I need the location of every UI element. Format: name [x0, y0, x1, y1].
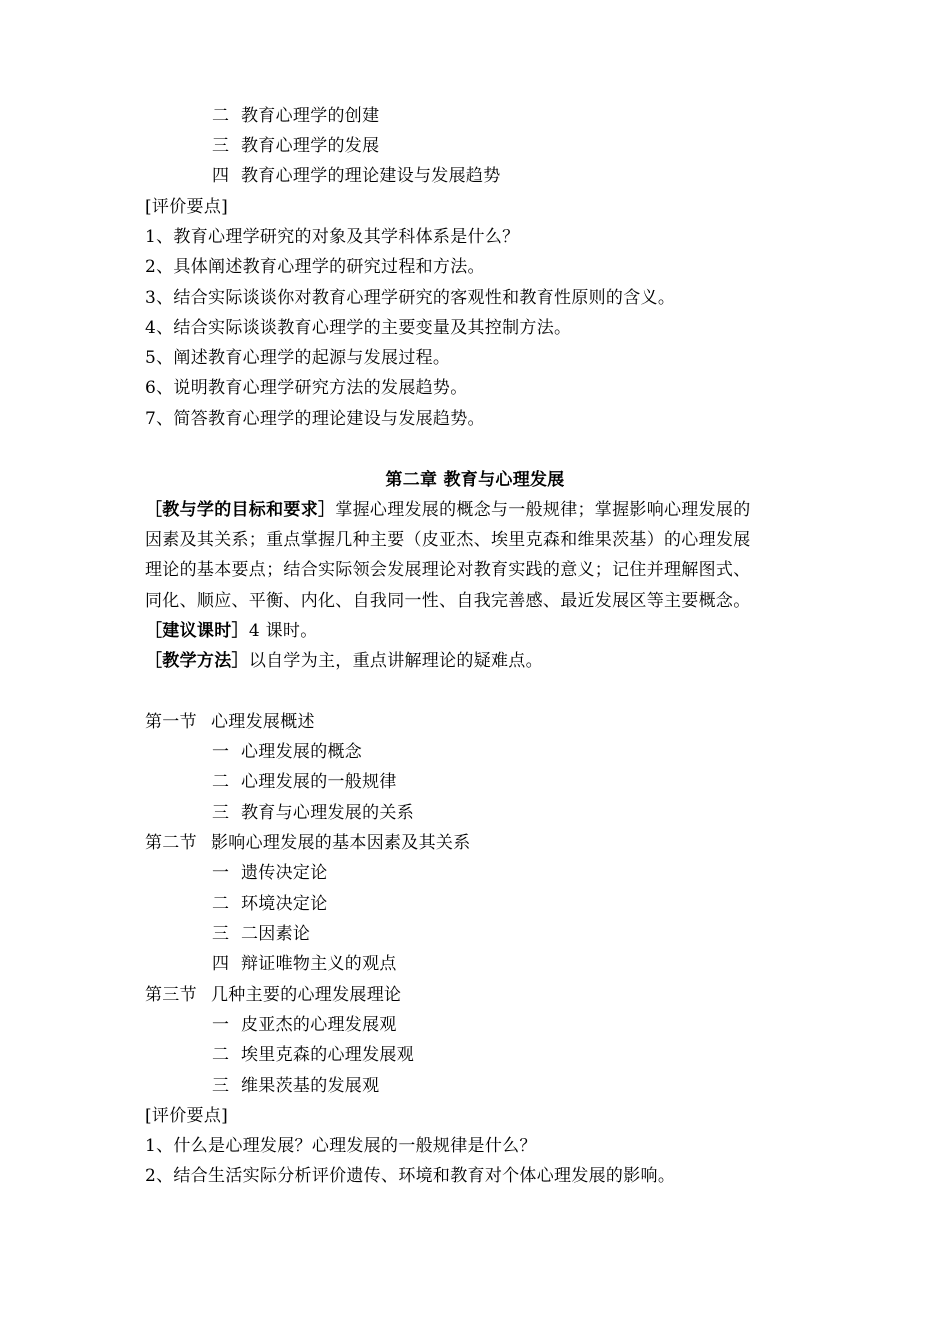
evaluation-item: 2、结合生活实际分析评价遗传、环境和教育对个体心理发展的影响。 — [145, 1166, 676, 1186]
goals-text: 掌握心理发展的概念与一般规律；掌握影响心理发展的 — [335, 500, 751, 520]
item-number: 二 — [212, 772, 230, 792]
item-number: 二 — [212, 106, 230, 126]
evaluation-item: 7、简答教育心理学的理论建设与发展趋势。 — [145, 409, 485, 429]
item-number: 三 — [212, 924, 230, 944]
evaluation-item: 6、说明教育心理学研究方法的发展趋势。 — [145, 378, 468, 398]
outline-item — [212, 767, 892, 797]
goals-line — [145, 495, 825, 525]
evaluation-item: 4、结合实际谈谈教育心理学的主要变量及其控制方法。 — [145, 318, 572, 338]
goals-line: 因素及其关系；重点掌握几种主要（皮亚杰、埃里克森和维果茨基）的心理发展 — [145, 530, 751, 550]
outline-item — [212, 949, 892, 979]
outline-item — [212, 919, 892, 949]
outline-item — [212, 161, 892, 191]
item-text: 教育心理学的创建 — [241, 106, 380, 126]
item-text: 辩证唯物主义的观点 — [241, 954, 397, 974]
outline-item — [212, 131, 892, 161]
section-title: 影响心理发展的基本因素及其关系 — [211, 833, 471, 853]
outline-item — [212, 1010, 892, 1040]
goals-line: 理论的基本要点；结合实际领会发展理论对教育实践的意义；记住并理解图式、 — [145, 560, 751, 580]
hours-text: 4 课时。 — [248, 621, 318, 641]
outline-item — [212, 101, 892, 131]
goals-label: ［教与学的目标和要求］ — [145, 500, 336, 520]
section-number: 第三节 — [145, 985, 197, 1005]
section-heading — [145, 980, 825, 1010]
evaluation-item: 1、什么是心理发展？心理发展的一般规律是什么？ — [145, 1136, 537, 1156]
section-heading — [145, 707, 825, 737]
method-text: 以自学为主，重点讲解理论的疑难点。 — [248, 651, 543, 671]
section-title: 心理发展概述 — [211, 712, 315, 732]
outline-item — [212, 889, 892, 919]
item-text: 环境决定论 — [241, 894, 328, 914]
item-number: 四 — [212, 954, 230, 974]
section-number: 第二节 — [145, 833, 197, 853]
method-line — [145, 646, 825, 676]
section-title: 几种主要的心理发展理论 — [211, 985, 402, 1005]
item-number: 三 — [212, 136, 230, 156]
outline-item — [212, 737, 892, 767]
goals-line: 同化、顺应、平衡、内化、自我同一性、自我完善感、最近发展区等主要概念。 — [145, 591, 751, 611]
outline-item — [212, 798, 892, 828]
chapter-title: 第二章 教育与心理发展 — [385, 470, 565, 490]
evaluation-item: 3、结合实际谈谈你对教育心理学研究的客观性和教育性原则的含义。 — [145, 288, 676, 308]
evaluation-item: 5、阐述教育心理学的起源与发展过程。 — [145, 348, 451, 368]
item-number: 三 — [212, 803, 230, 823]
outline-item — [212, 1040, 892, 1070]
section-heading — [145, 828, 825, 858]
evaluation-heading: [评价要点] — [145, 1106, 229, 1126]
item-text: 皮亚杰的心理发展观 — [241, 1015, 397, 1035]
item-text: 教育与心理发展的关系 — [241, 803, 414, 823]
item-text: 教育心理学的理论建设与发展趋势 — [241, 166, 501, 186]
outline-item — [212, 1071, 892, 1101]
item-number: 一 — [212, 863, 230, 883]
item-text: 心理发展的一般规律 — [241, 772, 397, 792]
item-number: 二 — [212, 1045, 230, 1065]
item-number: 三 — [212, 1076, 230, 1096]
hours-line — [145, 616, 825, 646]
item-text: 心理发展的概念 — [241, 742, 363, 762]
item-text: 维果茨基的发展观 — [241, 1076, 380, 1096]
section-number: 第一节 — [145, 712, 197, 732]
item-number: 一 — [212, 1015, 230, 1035]
item-text: 二因素论 — [241, 924, 311, 944]
evaluation-heading: [评价要点] — [145, 197, 229, 217]
item-number: 一 — [212, 742, 230, 762]
item-number: 四 — [212, 166, 230, 186]
outline-item — [212, 858, 892, 888]
method-label: ［教学方法］ — [145, 651, 249, 671]
item-text: 教育心理学的发展 — [241, 136, 380, 156]
evaluation-item: 2、具体阐述教育心理学的研究过程和方法。 — [145, 257, 485, 277]
item-number: 二 — [212, 894, 230, 914]
evaluation-item: 1、教育心理学研究的对象及其学科体系是什么？ — [145, 227, 520, 247]
hours-label: ［建议课时］ — [145, 621, 249, 641]
item-text: 遗传决定论 — [241, 863, 328, 883]
item-text: 埃里克森的心理发展观 — [241, 1045, 414, 1065]
